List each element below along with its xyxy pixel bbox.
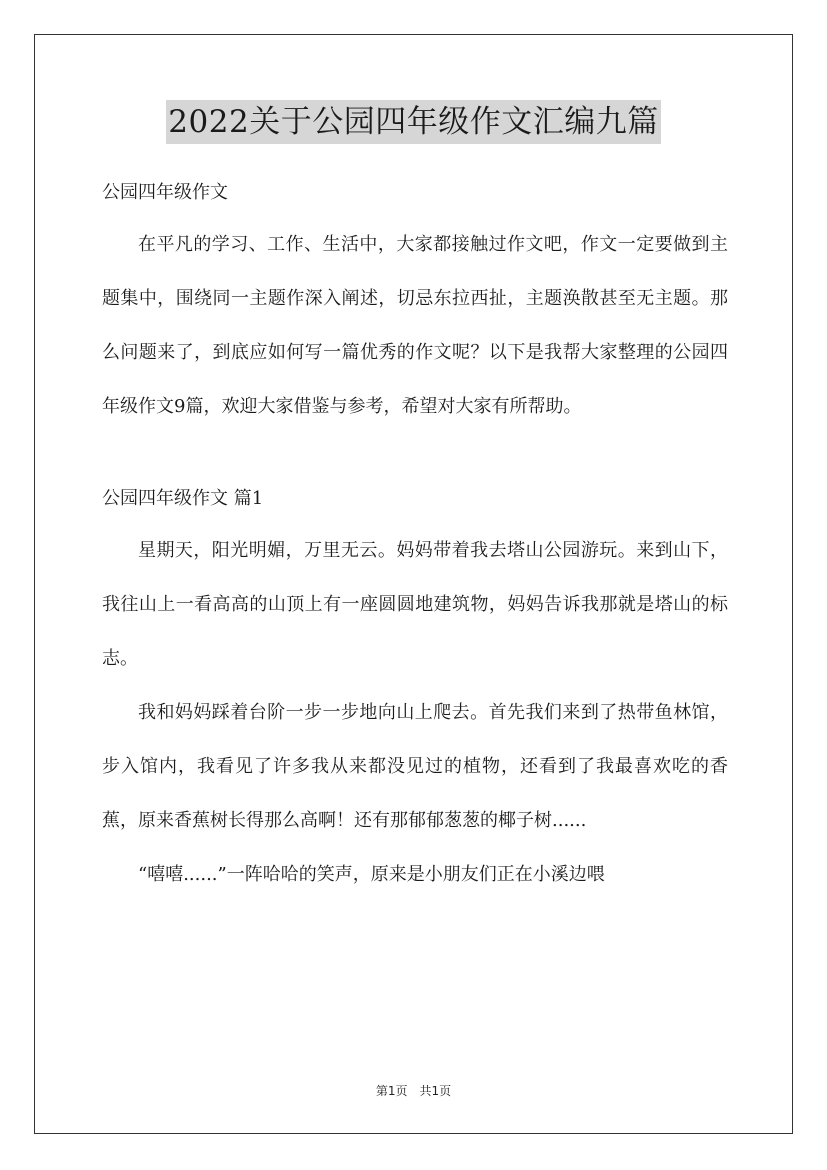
section1-paragraph-1: 星期天，阳光明媚，万里无云。妈妈带着我去塔山公园游玩。来到山下，我往山上一看高高的山顶上有一座圆圆地建筑物，妈妈告诉我那就是塔山的标志。: [102, 540, 728, 669]
section-spacer: [102, 434, 728, 474]
title-container: [0, 100, 827, 144]
document-title: 2022关于公园四年级作文汇编九篇: [166, 100, 660, 144]
section1-heading: 公园四年级作文 篇1: [102, 488, 264, 509]
intro-paragraph: 在平凡的学习、工作、生活中，大家都接触过作文吧，作文一定要做到主题集中，围绕同一主题作深入阐述，切忌东拉西扯，主题涣散甚至无主题。那么问题来了，到底应如何写一篇优秀的作文呢？以下是我帮大家整理的公园四年级作文9篇，欢迎大家借鉴与参考，希望对大家有所帮助。: [102, 234, 728, 417]
section1-paragraph-2: 我和妈妈踩着台阶一步一步地向山上爬去。首先我们来到了热带鱼林馆，步入馆内，我看见了许多我从来都没见过的植物，还看到了我最喜欢吃的香蕉，原来香蕉树长得那么高啊！还有那郁郁葱葱的椰子树......: [102, 702, 728, 831]
section1-paragraph-3: “嘻嘻......”一阵哈哈的笑声，原来是小朋友们正在小溪边喂: [138, 864, 605, 885]
page-footer: 第1页 共1页: [375, 1084, 452, 1098]
document-body: [102, 168, 728, 902]
intro-heading: 公园四年级作文: [102, 182, 228, 203]
